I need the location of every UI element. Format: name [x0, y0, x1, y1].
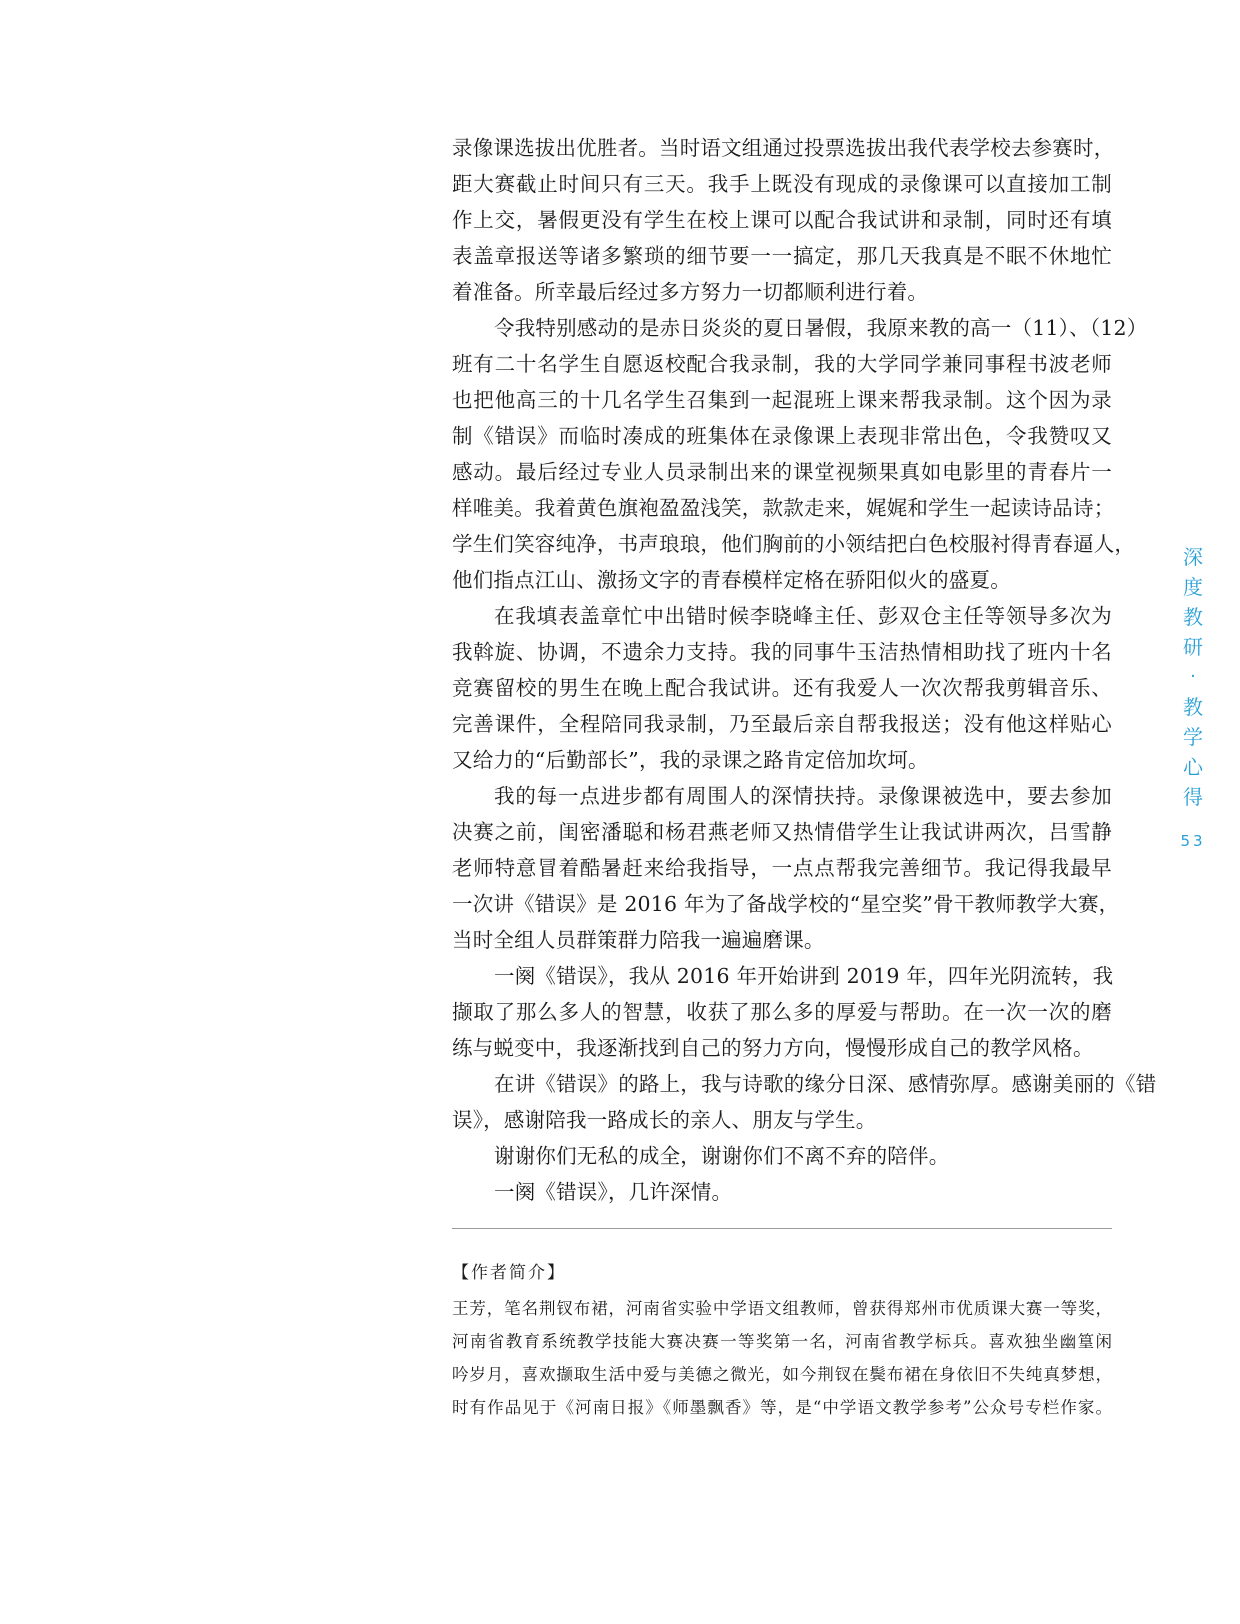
- side-tab-character: 深: [1183, 545, 1203, 569]
- paragraph-line: 着准备。所幸最后经过多方努力一切都顺利进行着。: [452, 280, 929, 304]
- side-tab-character: 教: [1183, 605, 1203, 629]
- paragraph-line: 撷取了那么多人的智慧，收获了那么多的厚爱与帮助。在一次一次的磨: [452, 1000, 1112, 1024]
- paragraph-line: 感动。最后经过专业人员录制出来的课堂视频果真如电影里的青春片一: [452, 460, 1112, 484]
- side-tab-character: 得: [1183, 785, 1203, 809]
- paragraph-line: 竞赛留校的男生在晚上配合我试讲。还有我爱人一次次帮我剪辑音乐、: [452, 676, 1112, 700]
- paragraph-line: 我的每一点进步都有周围人的深情扶持。录像课被选中，要去参加: [494, 784, 1112, 808]
- paragraph: [452, 1138, 1112, 1174]
- side-tab-character: 心: [1183, 755, 1203, 779]
- author-bio-line: 吟岁月，喜欢撷取生活中爱与美德之微光，如今荆钗在鬓布裙在身依旧不失纯真梦想，: [452, 1365, 1112, 1384]
- paragraph-line: 又给力的“后勤部长”，我的录课之路肯定倍加坎坷。: [452, 748, 929, 772]
- paragraph: [452, 1174, 1112, 1210]
- paragraph-line: 表盖章报送等诸多繁琐的细节要一一搞定，那几天我真是不眠不休地忙: [452, 244, 1112, 268]
- paragraph-line: 练与蜕变中，我逐渐找到自己的努力方向，慢慢形成自己的教学风格。: [452, 1036, 1094, 1060]
- side-tab-character: 度: [1183, 575, 1203, 599]
- paragraph: [452, 130, 1115, 310]
- author-bio-line: 王芳，笔名荆钗布裙，河南省实验中学语文组教师，曾获得郑州市优质课大赛一等奖，: [452, 1299, 1112, 1318]
- paragraph-line: 误》，感谢陪我一路成长的亲人、朋友与学生。: [452, 1108, 877, 1132]
- paragraph-line: 班有二十名学生自愿返校配合我录制，我的大学同学兼同事程书波老师: [452, 352, 1112, 376]
- side-tab-character: 研: [1183, 635, 1203, 659]
- paragraph-line: 学生们笑容纯净，书声琅琅，他们胸前的小领结把白色校服衬得青春逼人，: [452, 532, 1136, 556]
- paragraph: [452, 1066, 1157, 1138]
- paragraph-line: 一阕《错误》，几许深情。: [494, 1180, 733, 1204]
- paragraph-line: 我斡旋、协调，不遗余力支持。我的同事牛玉洁热情相助找了班内十名: [452, 640, 1112, 664]
- side-tab-character: ·: [1190, 666, 1196, 687]
- paragraph-line: 样唯美。我着黄色旗袍盈盈浅笑，款款走来，娓娓和学生一起读诗品诗；: [452, 496, 1115, 520]
- section-side-tab: [1178, 542, 1208, 812]
- author-bio-line: 河南省教育系统教学技能大赛决赛一等奖第一名，河南省教学标兵。喜欢独坐幽篁闲: [452, 1332, 1112, 1351]
- paragraph-line: 距大赛截止时间只有三天。我手上既没有现成的录像课可以直接加工制: [452, 172, 1112, 196]
- author-bio-text: [452, 1292, 1112, 1424]
- paragraph-line: 作上交，暑假更没有学生在校上课可以配合我试讲和录制，同时还有填: [452, 208, 1112, 232]
- paragraph-line: 当时全组人员群策群力陪我一遍遍磨课。: [452, 928, 825, 952]
- paragraph-line: 谢谢你们无私的成全，谢谢你们不离不弃的陪伴。: [494, 1144, 950, 1168]
- paragraph: [452, 310, 1148, 598]
- paragraph-line: 令我特别感动的是赤日炎炎的夏日暑假，我原来教的高一（11）、（12）: [494, 316, 1148, 340]
- paragraph-line: 他们指点江山、激扬文字的青春模样定格在骄阳似火的盛夏。: [452, 568, 1011, 592]
- side-tab-character: 教: [1183, 695, 1203, 719]
- paragraph-line: 也把他高三的十几名学生召集到一起混班上课来帮我录制。这个因为录: [452, 388, 1112, 412]
- paragraph-line: 录像课选拔出优胜者。当时语文组通过投票选拔出我代表学校去参赛时，: [452, 136, 1115, 160]
- author-bio: [452, 1258, 1112, 1424]
- page-number: 53: [1180, 832, 1206, 850]
- author-bio-line: 时有作品见于《河南日报》《师墨飘香》等，是“中学语文教学参考”公众号专栏作家。: [452, 1398, 1112, 1417]
- paragraph-line: 一次讲《错误》是 2016 年为了备战学校的“星空奖”骨干教师教学大赛，: [452, 892, 1120, 916]
- paragraph: [452, 598, 1112, 778]
- paragraph-line: 一阕《错误》，我从 2016 年开始讲到 2019 年，四年光阴流转，我: [494, 964, 1114, 988]
- section-divider: [452, 1228, 1112, 1229]
- paragraph: [452, 958, 1112, 1066]
- article-body: [452, 130, 1157, 1210]
- paragraph-line: 在讲《错误》的路上，我与诗歌的缘分日深、感情弥厚。感谢美丽的《错: [494, 1072, 1157, 1096]
- paragraph-line: 老师特意冒着酷暑赶来给我指导，一点点帮我完善细节。我记得我最早: [452, 856, 1112, 880]
- paragraph-line: 完善课件，全程陪同我录制，乃至最后亲自帮我报送；没有他这样贴心: [452, 712, 1112, 736]
- paragraph: [452, 778, 1120, 958]
- paragraph-line: 在我填表盖章忙中出错时候李晓峰主任、彭双仓主任等领导多次为: [494, 604, 1112, 628]
- author-bio-heading: 【作者简介】: [452, 1263, 566, 1283]
- paragraph-line: 制《错误》而临时凑成的班集体在录像课上表现非常出色，令我赞叹又: [452, 424, 1112, 448]
- paragraph-line: 决赛之前，闺密潘聪和杨君燕老师又热情借学生让我试讲两次，吕雪静: [452, 820, 1112, 844]
- side-tab-character: 学: [1183, 725, 1203, 749]
